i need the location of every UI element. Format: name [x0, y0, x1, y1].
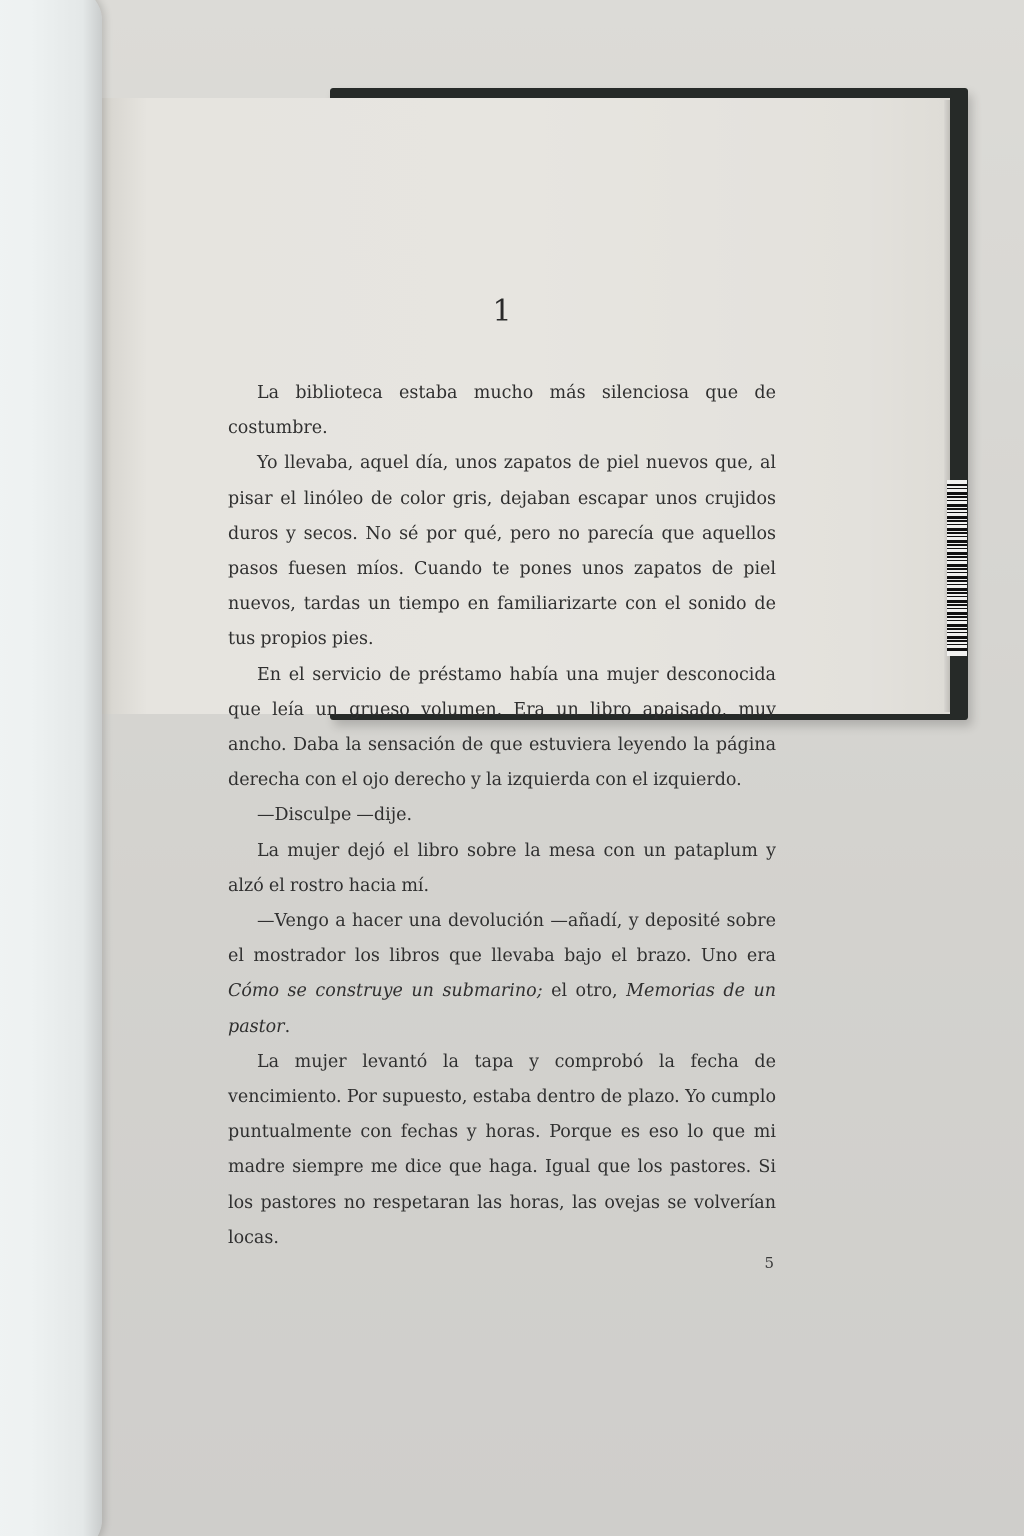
barcode-sticker	[947, 480, 967, 656]
body-text	[228, 376, 776, 1256]
left-page-curl	[0, 0, 102, 1536]
paragraph: La biblioteca estaba mucho más silenciosa que de costumbre.	[228, 383, 776, 439]
paragraph: La mujer dejó el libro sobre la mesa con un pataplum y alzó el rostro hacia mí.	[228, 840, 776, 896]
barcode-icon	[947, 484, 967, 652]
book-title: Memorias de un pastor	[228, 981, 776, 1037]
paragraph: —Disculpe —dije.	[257, 805, 413, 826]
paragraph: Yo llevaba, aquel día, unos zapatos de piel nuevos que, al pisar el linóleo de color gris, dejaban escapar unos crujidos duros y secos. No sé por qué, pero no parecía que aquellos pasos fuesen míos. Cuando te pones unos zapatos de piel nuevos, tardas un tiempo en familiarizarte con el sonido de tus propios pies.	[228, 453, 776, 650]
paragraph-text: .	[284, 1016, 291, 1037]
paragraph	[228, 904, 776, 1045]
paragraph-text: —Vengo a hacer una devolución —añadí, y deposité sobre el mostrador los libros que llevaba bajo el brazo. Uno era	[228, 911, 776, 967]
paragraph: En el servicio de préstamo había una mujer desconocida que leía un grueso volumen. Era un libro apaisado, muy ancho. Daba la sensación de que estuviera leyendo la página derecha con el ojo derecho y la izquierda con el izquierdo.	[228, 664, 776, 791]
paragraph: La mujer levantó la tapa y comprobó la fecha de vencimiento. Por supuesto, estaba dentro de plazo. Yo cumplo puntualmente con fechas y horas. Porque es eso lo que mi madre siempre me dice que haga. Igual que los pastores. Si los pastores no respetaran las horas, las ovejas se volverían locas.	[228, 1051, 776, 1248]
paragraph-text: el otro,	[542, 981, 627, 1002]
book-title: Cómo se construye un submarino;	[228, 981, 543, 1002]
chapter-number: 1	[492, 294, 512, 329]
page-number: 5	[764, 1254, 774, 1272]
